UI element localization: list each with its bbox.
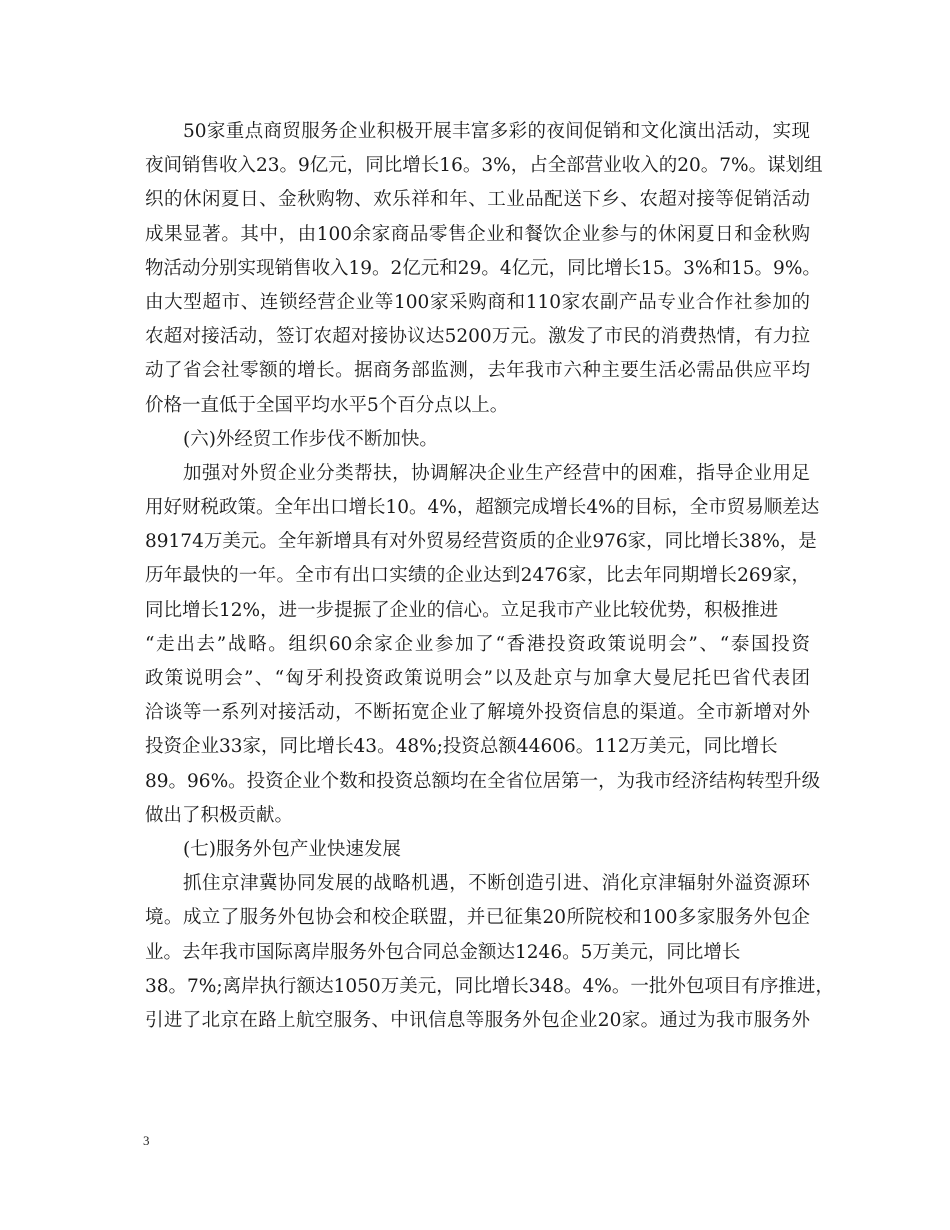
text-line: 夜间销售收入23。9亿元，同比增长16。3%，占全部营业收入的20。7%。谋划组 [145, 155, 823, 177]
text-line: 投资企业33家，同比增长43。48%;投资总额44606。112万美元，同比增长 [145, 736, 778, 758]
text-line: 50家重点商贸服务企业积极开展丰富多彩的夜间促销和文化演出活动，实现 [183, 121, 810, 142]
text-line: 做出了积极贡献。 [145, 804, 294, 826]
text-line: 38。7%;离岸执行额达1050万美元，同比增长348。4%。一批外包项目有序推进， [145, 975, 834, 997]
text-line: 价格一直低于全国平均水平5个百分点以上。 [145, 394, 509, 416]
text-line: 抓住京津冀协同发展的战略机遇，不断创造引进、消化京津辐射外溢资源环 [183, 873, 810, 895]
section-heading: (六)外经贸工作步伐不断加快。 [183, 428, 438, 450]
text-line: 用好财税政策。全年出口增长10。4%，超额完成增长4%的目标，全市贸易顺差达 [145, 497, 820, 519]
text-line: 农超对接活动，签订农超对接协议达5200万元。激发了市民的消费热情，有力拉 [145, 326, 810, 348]
body-text [145, 115, 834, 1038]
text-line: 由大型超市、连锁经营企业等100家采购商和110家农副产品专业合作社参加的 [145, 291, 810, 313]
text-line: 洽谈等一系列对接活动，不断拓宽企业了解境外投资信息的渠道。全市新增对外 [145, 702, 810, 724]
text-line: 历年最快的一年。全市有出口实绩的企业达到2476家，比去年同期增长269家， [145, 565, 810, 587]
text-line: 89。96%。投资企业个数和投资总额均在全省位居第一，为我市经济结构转型升级 [145, 770, 821, 792]
text-line: 境。成立了服务外包协会和校企联盟，并已征集20所院校和100多家服务外包企 [145, 907, 810, 929]
text-line: 业。去年我市国际离岸服务外包合同总金额达1246。5万美元，同比增长 [145, 941, 741, 963]
page-number: 3 [143, 1133, 150, 1148]
text-line: 89174万美元。全年新增具有对外贸易经营资质的企业976家，同比增长38%，是 [145, 531, 817, 553]
text-line: 政策说明会”、“匈牙利投资政策说明会”以及赴京与加拿大曼尼托巴省代表团 [145, 668, 810, 689]
text-line: 成果显著。其中，由100余家商品零售企业和餐饮企业参与的休闲夏日和金秋购 [145, 223, 810, 245]
text-line: “走出去”战略。组织60余家企业参加了“香港投资政策说明会”、“泰国投资 [145, 633, 810, 655]
text-line: 物活动分别实现销售收入19。2亿元和29。4亿元，同比增长15。3%和15。9%。 [145, 257, 821, 279]
text-line: 引进了北京在路上航空服务、中讯信息等服务外包企业20家。通过为我市服务外 [145, 1009, 810, 1031]
text-line: 加强对外贸企业分类帮扶，协调解决企业生产经营中的困难，指导企业用足 [183, 462, 810, 484]
text-line: 织的休闲夏日、金秋购物、欢乐祥和年、工业品配送下乡、农超对接等促销活动 [145, 189, 810, 211]
section-heading: (七)服务外包产业快速发展 [183, 838, 401, 860]
text-line: 动了省会社零额的增长。据商务部监测，去年我市六种主要生活必需品供应平均 [145, 360, 810, 382]
text-line: 同比增长12%，进一步提振了企业的信心。立足我市产业比较优势，积极推进 [145, 599, 779, 621]
